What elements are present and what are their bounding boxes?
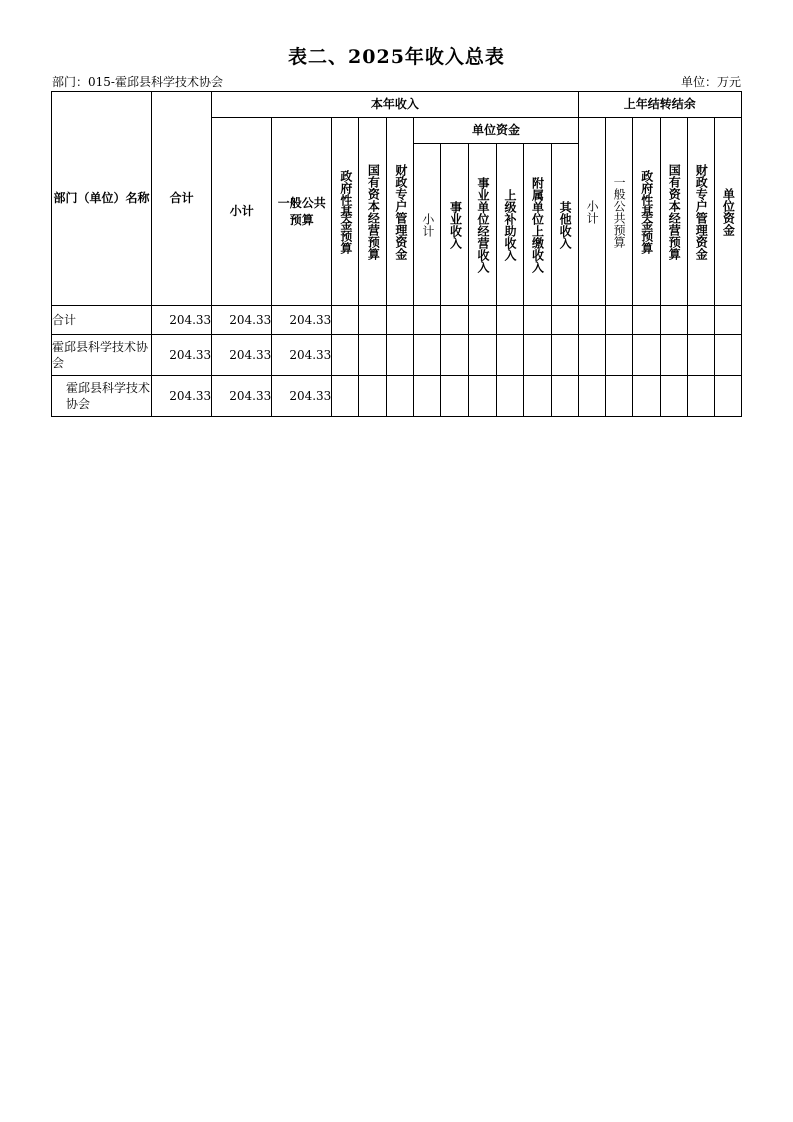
header-current-year: 本年收入: [212, 92, 578, 118]
row-total: 204.33: [152, 335, 212, 376]
row-name: 霍邱县科学技术协会: [52, 335, 152, 376]
header-co-unit-funds: 单位资金: [714, 118, 741, 306]
row-subtotal: 204.33: [212, 376, 272, 417]
header-affiliated-income: 附属单位上缴收入: [523, 144, 551, 306]
header-co-general: 一般公共预算: [605, 118, 632, 306]
header-unit-funds: 单位资金: [414, 118, 578, 144]
row-name: 合计: [52, 306, 152, 335]
row-name: 霍邱县科学技术协会: [52, 376, 152, 417]
header-state-capital: 国有资本经营预算: [359, 118, 387, 306]
unit-label: 单位：万元: [680, 75, 741, 89]
header-total: 合计: [152, 92, 212, 306]
header-general-budget: 一般公共预算: [272, 118, 332, 306]
header-co-subtotal: 小计: [578, 118, 605, 306]
header-co-state-capital: 国有资本经营预算: [660, 118, 687, 306]
row-general: 204.33: [272, 376, 332, 417]
row-subtotal: 204.33: [212, 306, 272, 335]
row-general: 204.33: [272, 335, 332, 376]
row-subtotal: 204.33: [212, 335, 272, 376]
header-unit-subtotal: 小计: [414, 144, 441, 306]
header-other-income: 其他收入: [551, 144, 578, 306]
row-total: 204.33: [152, 376, 212, 417]
income-table: [51, 91, 742, 417]
row-total: 204.33: [152, 306, 212, 335]
table-row: [52, 306, 742, 335]
header-superior-subsidy: 上级补助收入: [496, 144, 523, 306]
header-dept: 部门（单位）名称: [52, 92, 152, 306]
header-fiscal-special: 财政专户管理资金: [387, 118, 414, 306]
header-gov-fund: 政府性基金预算: [332, 118, 359, 306]
header-carryover: 上年结转结余: [578, 92, 741, 118]
table-row: [52, 376, 742, 417]
header-subtotal: 小计: [212, 118, 272, 306]
header-operating-income: 事业单位经营收入: [469, 144, 496, 306]
department-label: 部门：015-霍邱县科学技术协会: [52, 75, 223, 89]
header-co-fiscal-special: 财政专户管理资金: [687, 118, 714, 306]
page-title: 表二、2025年收入总表: [288, 46, 505, 68]
table-row: [52, 335, 742, 376]
row-general: 204.33: [272, 306, 332, 335]
header-co-gov-fund: 政府性基金预算: [632, 118, 660, 306]
header-business-income: 事业收入: [441, 144, 469, 306]
